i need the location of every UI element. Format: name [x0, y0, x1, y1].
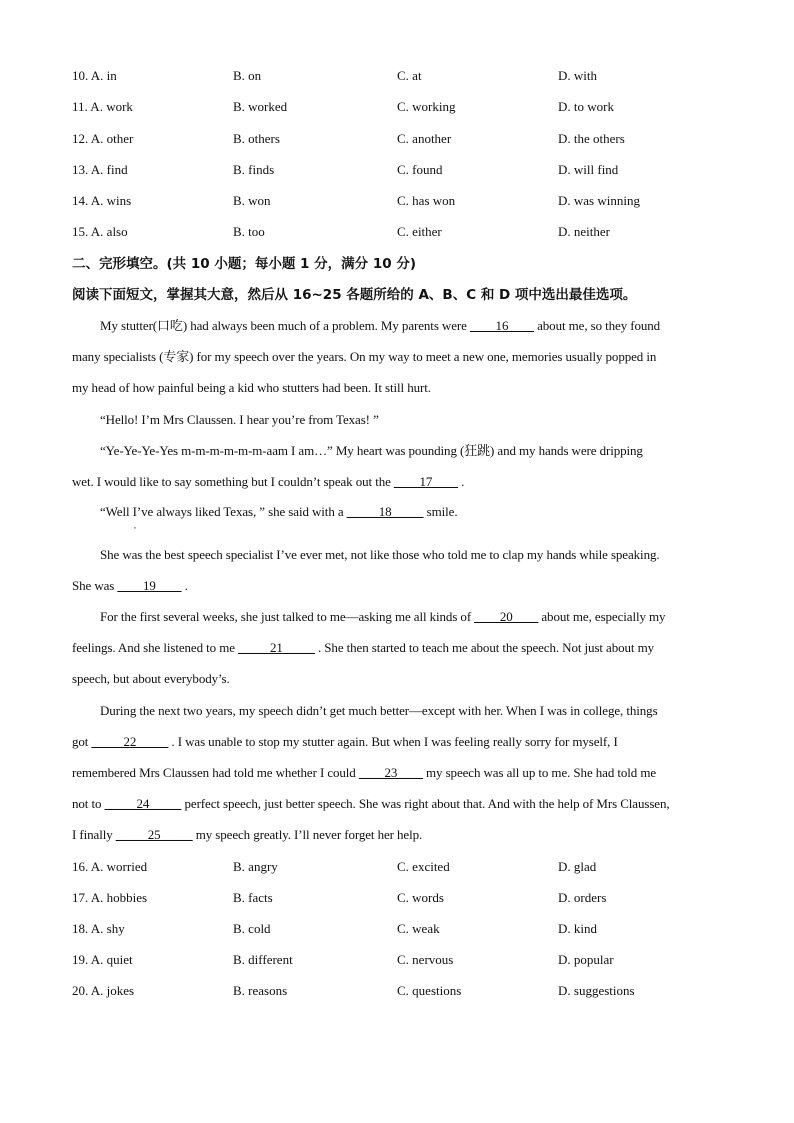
option-a: 12. A. other [72, 131, 134, 146]
passage-line: many specialists (专家) for my speech over the years. On my way to meet a new one, memories usually popped in [72, 349, 657, 364]
question-17-options [72, 888, 732, 908]
passage-line: She was the best speech specialist I’ve ever met, not like those who told me to clap my hands while speaking. [100, 547, 660, 562]
option-a: 15. A. also [72, 224, 128, 239]
blank-19: ____19____ [117, 578, 182, 593]
passage-line: She was ____19____ . [72, 576, 188, 596]
passage-line: During the next two years, my speech didn’t get much better—except with her. When I was in college, things [100, 703, 658, 718]
passage-line: remembered Mrs Claussen had told me whether I could ____23____ my speech was all up to me. She had told me [72, 763, 656, 783]
passage-line: My stutter(口吃) had always been much of a problem. My parents were ____16____ about me, so they found [100, 316, 660, 336]
passage-line: “Well I’ve always liked Texas, ” she said with a _____18_____ smile. [100, 502, 457, 522]
passage-line: I finally _____25_____ my speech greatly. I’ll never forget her help. [72, 825, 422, 845]
option-c: C. excited [397, 859, 450, 874]
option-d: D. neither [558, 224, 610, 239]
option-a: 19. A. quiet [72, 952, 133, 967]
option-c: C. working [397, 99, 456, 114]
option-d: D. the others [558, 131, 625, 146]
option-b: B. angry [233, 859, 278, 874]
option-a: 14. A. wins [72, 193, 132, 208]
option-a: 10. A. in [72, 68, 117, 83]
option-d: D. suggestions [558, 983, 635, 998]
option-a: 20. A. jokes [72, 983, 135, 998]
option-a: 18. A. shy [72, 921, 125, 936]
question-12-options [72, 129, 732, 149]
question-10-options [72, 66, 732, 86]
option-c: C. questions [397, 983, 462, 998]
section-instruction: 阅读下面短文，掌握其大意，然后从 16~25 各题所给的 A、B、C 和 D 项中选出最佳选项。 [72, 287, 637, 303]
option-c: C. either [397, 224, 442, 239]
blank-20: ____20____ [474, 609, 539, 624]
stray-mark: , [134, 521, 136, 530]
option-a: 11. A. work [72, 99, 133, 114]
section-heading: 二、完形填空。(共 10 小题；每小题 1 分，满分 10 分) [72, 256, 417, 272]
passage-line: “Ye-Ye-Ye-Yes m-m-m-m-m-m-aam I am…” My heart was pounding (狂跳) and my hands were dripping [100, 443, 643, 458]
option-c: C. at [397, 68, 422, 83]
option-d: D. glad [558, 859, 597, 874]
question-19-options [72, 950, 732, 970]
blank-16: ____16____ [469, 318, 534, 333]
option-b: B. finds [233, 162, 275, 177]
option-b: B. cold [233, 921, 271, 936]
option-c: C. found [397, 162, 443, 177]
question-18-options [72, 919, 732, 939]
question-16-options [72, 857, 732, 877]
option-d: D. kind [558, 921, 597, 936]
option-c: C. words [397, 890, 444, 905]
option-d: D. will find [558, 162, 619, 177]
question-13-options [72, 160, 732, 180]
option-d: D. was winning [558, 193, 640, 208]
option-b: B. reasons [233, 983, 288, 998]
option-b: B. on [233, 68, 262, 83]
option-a: 16. A. worried [72, 859, 148, 874]
option-b: B. won [233, 193, 271, 208]
question-14-options [72, 191, 732, 211]
option-b: B. worked [233, 99, 288, 114]
option-c: C. another [397, 131, 452, 146]
option-a: 13. A. find [72, 162, 128, 177]
option-b: B. different [233, 952, 293, 967]
option-c: C. weak [397, 921, 440, 936]
passage-line: feelings. And she listened to me _____21_____ . She then started to teach me about the speech. Not just about my [72, 638, 654, 658]
blank-22: _____22_____ [91, 734, 169, 749]
option-c: C. has won [397, 193, 456, 208]
option-d: D. popular [558, 952, 614, 967]
passage-line: For the first several weeks, she just talked to me—asking me all kinds of ____20____ about me, especially my [100, 607, 665, 627]
passage-line: “Hello! I’m Mrs Claussen. I hear you’re from Texas! ” [100, 412, 379, 427]
question-20-options [72, 981, 732, 1001]
option-c: C. nervous [397, 952, 454, 967]
passage-line: speech, but about everybody’s. [72, 671, 230, 686]
passage-line: my head of how painful being a kid who stutters had been. It still hurt. [72, 380, 431, 395]
option-a: 17. A. hobbies [72, 890, 148, 905]
passage-line: wet. I would like to say something but I couldn’t speak out the ____17____ . [72, 472, 464, 492]
passage-line: got _____22_____ . I was unable to stop my stutter again. But when I was feeling really sorry for myself, I [72, 732, 618, 752]
blank-18: _____18_____ [346, 504, 424, 519]
option-d: D. with [558, 68, 597, 83]
blank-24: _____24_____ [104, 796, 182, 811]
blank-17: ____17____ [393, 474, 458, 489]
option-b: B. others [233, 131, 280, 146]
blank-23: ____23____ [358, 765, 423, 780]
option-b: B. facts [233, 890, 273, 905]
question-11-options [72, 97, 732, 117]
passage-line: not to _____24_____ perfect speech, just better speech. She was right about that. And with the help of Mrs Claussen, [72, 794, 670, 814]
option-d: D. to work [558, 99, 614, 114]
blank-25: _____25_____ [115, 827, 193, 842]
question-15-options [72, 222, 732, 242]
option-b: B. too [233, 224, 265, 239]
option-d: D. orders [558, 890, 607, 905]
blank-21: _____21_____ [238, 640, 315, 655]
